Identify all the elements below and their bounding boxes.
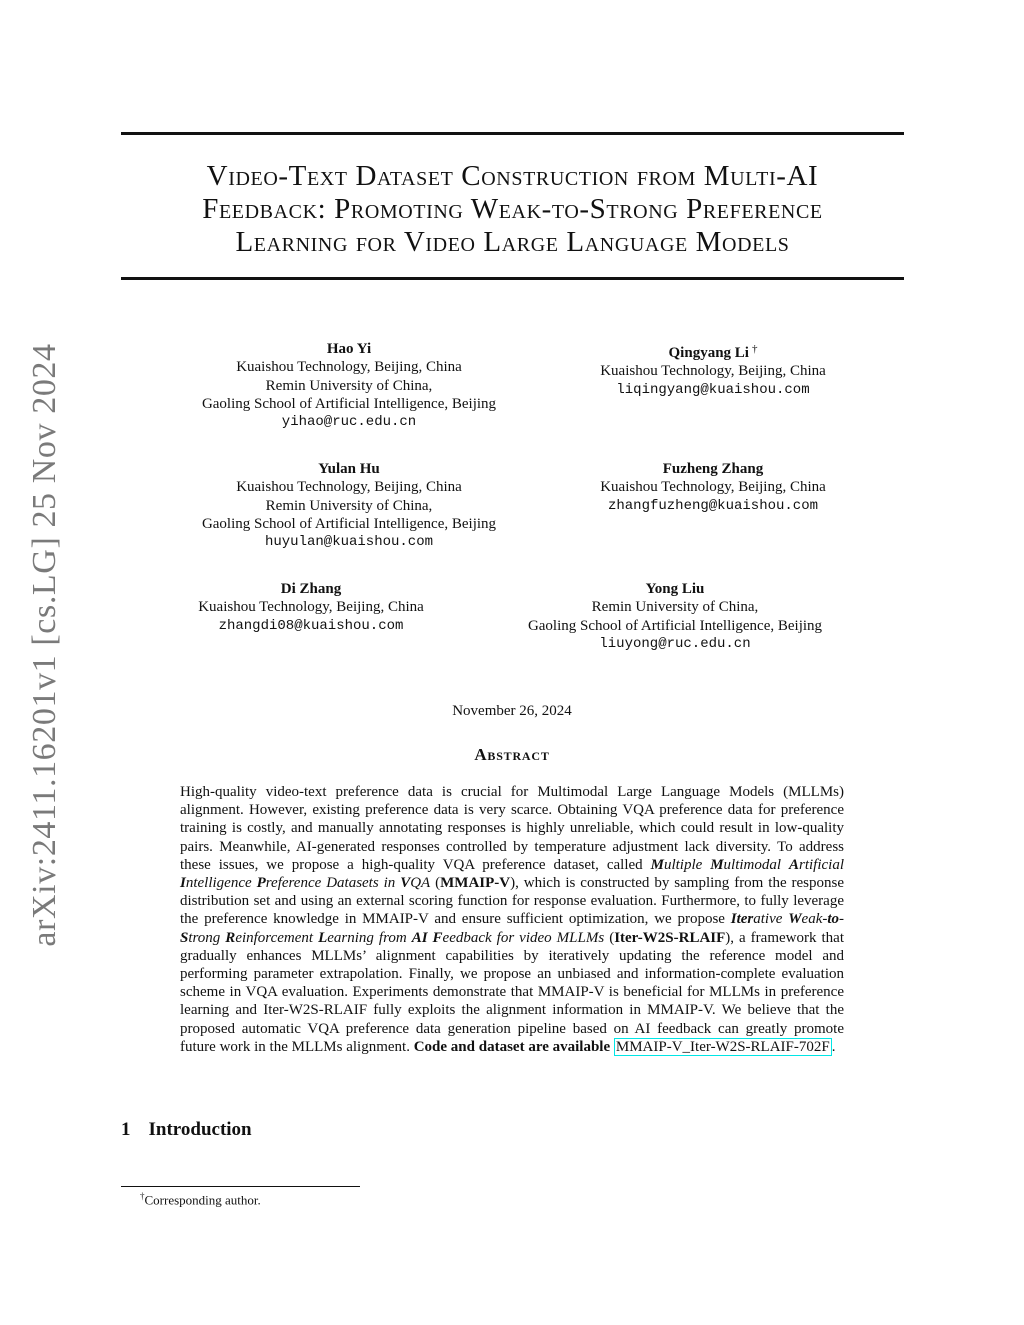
title-top-rule bbox=[121, 132, 904, 135]
author-name: Qingyang Li bbox=[668, 345, 749, 361]
author-qingyang-li bbox=[600, 340, 826, 399]
author-email[interactable]: liqingyang@kuaishou.com bbox=[616, 381, 810, 398]
arxiv-identifier[interactable]: arXiv:2411.16201v1 [cs.LG] 25 Nov 2024 bbox=[26, 343, 63, 947]
author-hao-yi bbox=[202, 340, 496, 431]
publication-date: November 26, 2024 bbox=[452, 703, 572, 719]
footnote-mark: † bbox=[140, 1191, 145, 1201]
abstract-text: High-quality video-text preference data is crucial for Multimodal Large Language Models (MLLMs) alignment. However, existing preference data is very scarce. Obtaining VQA preference data for preference training is costly, and manually annotating responses is highly unreliable, which could result in low-quality pairs. Meanwhile, AI-generated responses controlled by temperature adjustment lack diversity. To address these issues, we propose a high-quality VQA preference dataset, called bbox=[180, 784, 844, 873]
author-email[interactable]: zhangfuzheng@kuaishou.com bbox=[607, 497, 819, 514]
affiliation-line: Kuaishou Technology, Beijing, China bbox=[600, 363, 826, 380]
footnote-rule bbox=[121, 1186, 360, 1187]
author-name: Yulan Hu bbox=[318, 461, 380, 477]
author-name: Fuzheng Zhang bbox=[662, 461, 764, 477]
affiliation-line: Gaoling School of Artificial Intelligence, Beijing bbox=[527, 617, 823, 634]
author-di-zhang bbox=[198, 580, 424, 635]
code-dataset-link[interactable]: MMAIP-V_Iter-W2S-RLAIF-702F bbox=[615, 1038, 830, 1055]
corresponding-author-mark[interactable]: † bbox=[751, 343, 758, 355]
author-name: Di Zhang bbox=[280, 581, 342, 597]
title-line-3: Learning for Video Large Language Models bbox=[235, 226, 790, 258]
affiliation-line: Remin University of China, bbox=[265, 497, 433, 514]
affiliation-line: Kuaishou Technology, Beijing, China bbox=[198, 599, 424, 616]
title-line-1: Video-Text Dataset Construction from Multi-AI bbox=[206, 160, 819, 192]
title-bottom-rule bbox=[121, 277, 904, 280]
abstract-text: ), a framework that gradually enhances MLLMs’ alignment capabilities by iteratively updating the reference model and performing parameter extrapolation. Finally, we propose an unbiased and information-complete evaluation scheme in VQA evaluation. Experiments demonstrate that MMAIP-V is beneficial for MLLMs in preference learning and Iter-W2S-RLAIF fully exploits the alignment information in MMAIP-V. We believe that the proposed automatic VQA preference data generation pipeline based on AI feedback can greatly promote future work in the MLLMs alignment. bbox=[180, 929, 844, 1055]
author-name: Hao Yi bbox=[326, 341, 372, 357]
section-number: 1 bbox=[121, 1119, 131, 1140]
author-email[interactable]: liuyong@ruc.edu.cn bbox=[599, 635, 751, 652]
paper-title bbox=[121, 160, 904, 259]
method-abbreviation: Iter-W2S-RLAIF bbox=[614, 929, 726, 946]
author-email[interactable]: huyulan@kuaishou.com bbox=[264, 534, 434, 551]
affiliation-line: Remin University of China, bbox=[265, 377, 433, 394]
affiliation-line: Remin University of China, bbox=[591, 599, 759, 616]
dataset-abbreviation: MMAIP-V bbox=[440, 875, 511, 892]
title-line-2: Feedback: Promoting Weak-to-Strong Preference bbox=[202, 193, 823, 225]
abstract-body: High-quality video-text preference data is crucial for Multimodal Large Language Models (MLLMs) alignment. However, existing preference data is very scarce. Obtaining VQA preference data for preference training is costly, and manually annotating responses is highly unreliable, which could result in low-quality pairs. Meanwhile, AI-generated responses controlled by temperature adjustment lack diversity. To address these issues, we propose a high-quality VQA preference dataset, called Multiple Multimodal Artificial Intelligence Preference Datasets in VQA (MMAIP-V), which is constructed by sampling from the response distribution set and using an external scoring function for response evaluation. Furthermore, to fully leverage the preference knowledge in MMAIP-V and ensure sufficient optimization, we propose Iterative Weak-to-Strong Reinforcement Learning from AI Feedback for video MLLMs (Iter-W2S-RLAIF), a framework that gradually enhances MLLMs’ alignment capabilities by iteratively updating the reference model and performing parameter extrapolation. Finally, we propose an unbiased and information-complete evaluation scheme in VQA evaluation. Experiments demonstrate that MMAIP-V is beneficial for MLLMs in preference learning and Iter-W2S-RLAIF fully exploits the alignment information in MMAIP-V. We believe that the proposed automatic VQA preference data generation pipeline based on AI feedback can greatly promote future work in the MLLMs alignment. Code and dataset are available MMAIP-V_Iter-W2S-RLAIF-702F . bbox=[180, 784, 845, 1055]
author-yulan-hu bbox=[202, 460, 496, 551]
affiliation-line: Kuaishou Technology, Beijing, China bbox=[236, 479, 462, 496]
abstract-text: ), which is constructed by sampling from the response distribution set and using an external scoring function for response evaluation. Furthermore, to fully leverage the preference knowledge in MMAIP-V and ensure sufficient optimization, we propose bbox=[180, 875, 845, 928]
dataset-full-name: Multiple Multimodal Artificial Intelligence Preference Datasets in VQA bbox=[180, 856, 844, 892]
author-yong-liu bbox=[528, 580, 822, 653]
method-full-name: Iterative Weak-to-Strong Reinforcement Learning from AI Feedback for video MLLMs bbox=[180, 911, 845, 946]
author-email[interactable]: yihao@ruc.edu.cn bbox=[281, 414, 417, 431]
section-heading-introduction bbox=[121, 1119, 252, 1141]
code-availability-statement: Code and dataset are available bbox=[413, 1038, 611, 1055]
footnote bbox=[140, 1191, 261, 1208]
affiliation-line: Gaoling School of Artificial Intelligence, Beijing bbox=[201, 515, 497, 532]
affiliation-line: Gaoling School of Artificial Intelligence, Beijing bbox=[201, 395, 497, 412]
affiliation-line: Kuaishou Technology, Beijing, China bbox=[236, 359, 462, 376]
affiliation-line: Kuaishou Technology, Beijing, China bbox=[600, 479, 826, 496]
section-title: Introduction bbox=[148, 1119, 252, 1140]
author-name: Yong Liu bbox=[645, 581, 705, 597]
author-email[interactable]: zhangdi08@kuaishou.com bbox=[218, 617, 404, 634]
abstract-heading: Abstract bbox=[474, 745, 550, 764]
author-name-row bbox=[600, 340, 826, 362]
author-fuzheng-zhang bbox=[600, 460, 826, 515]
footnote-text: Corresponding author. bbox=[144, 1192, 261, 1208]
